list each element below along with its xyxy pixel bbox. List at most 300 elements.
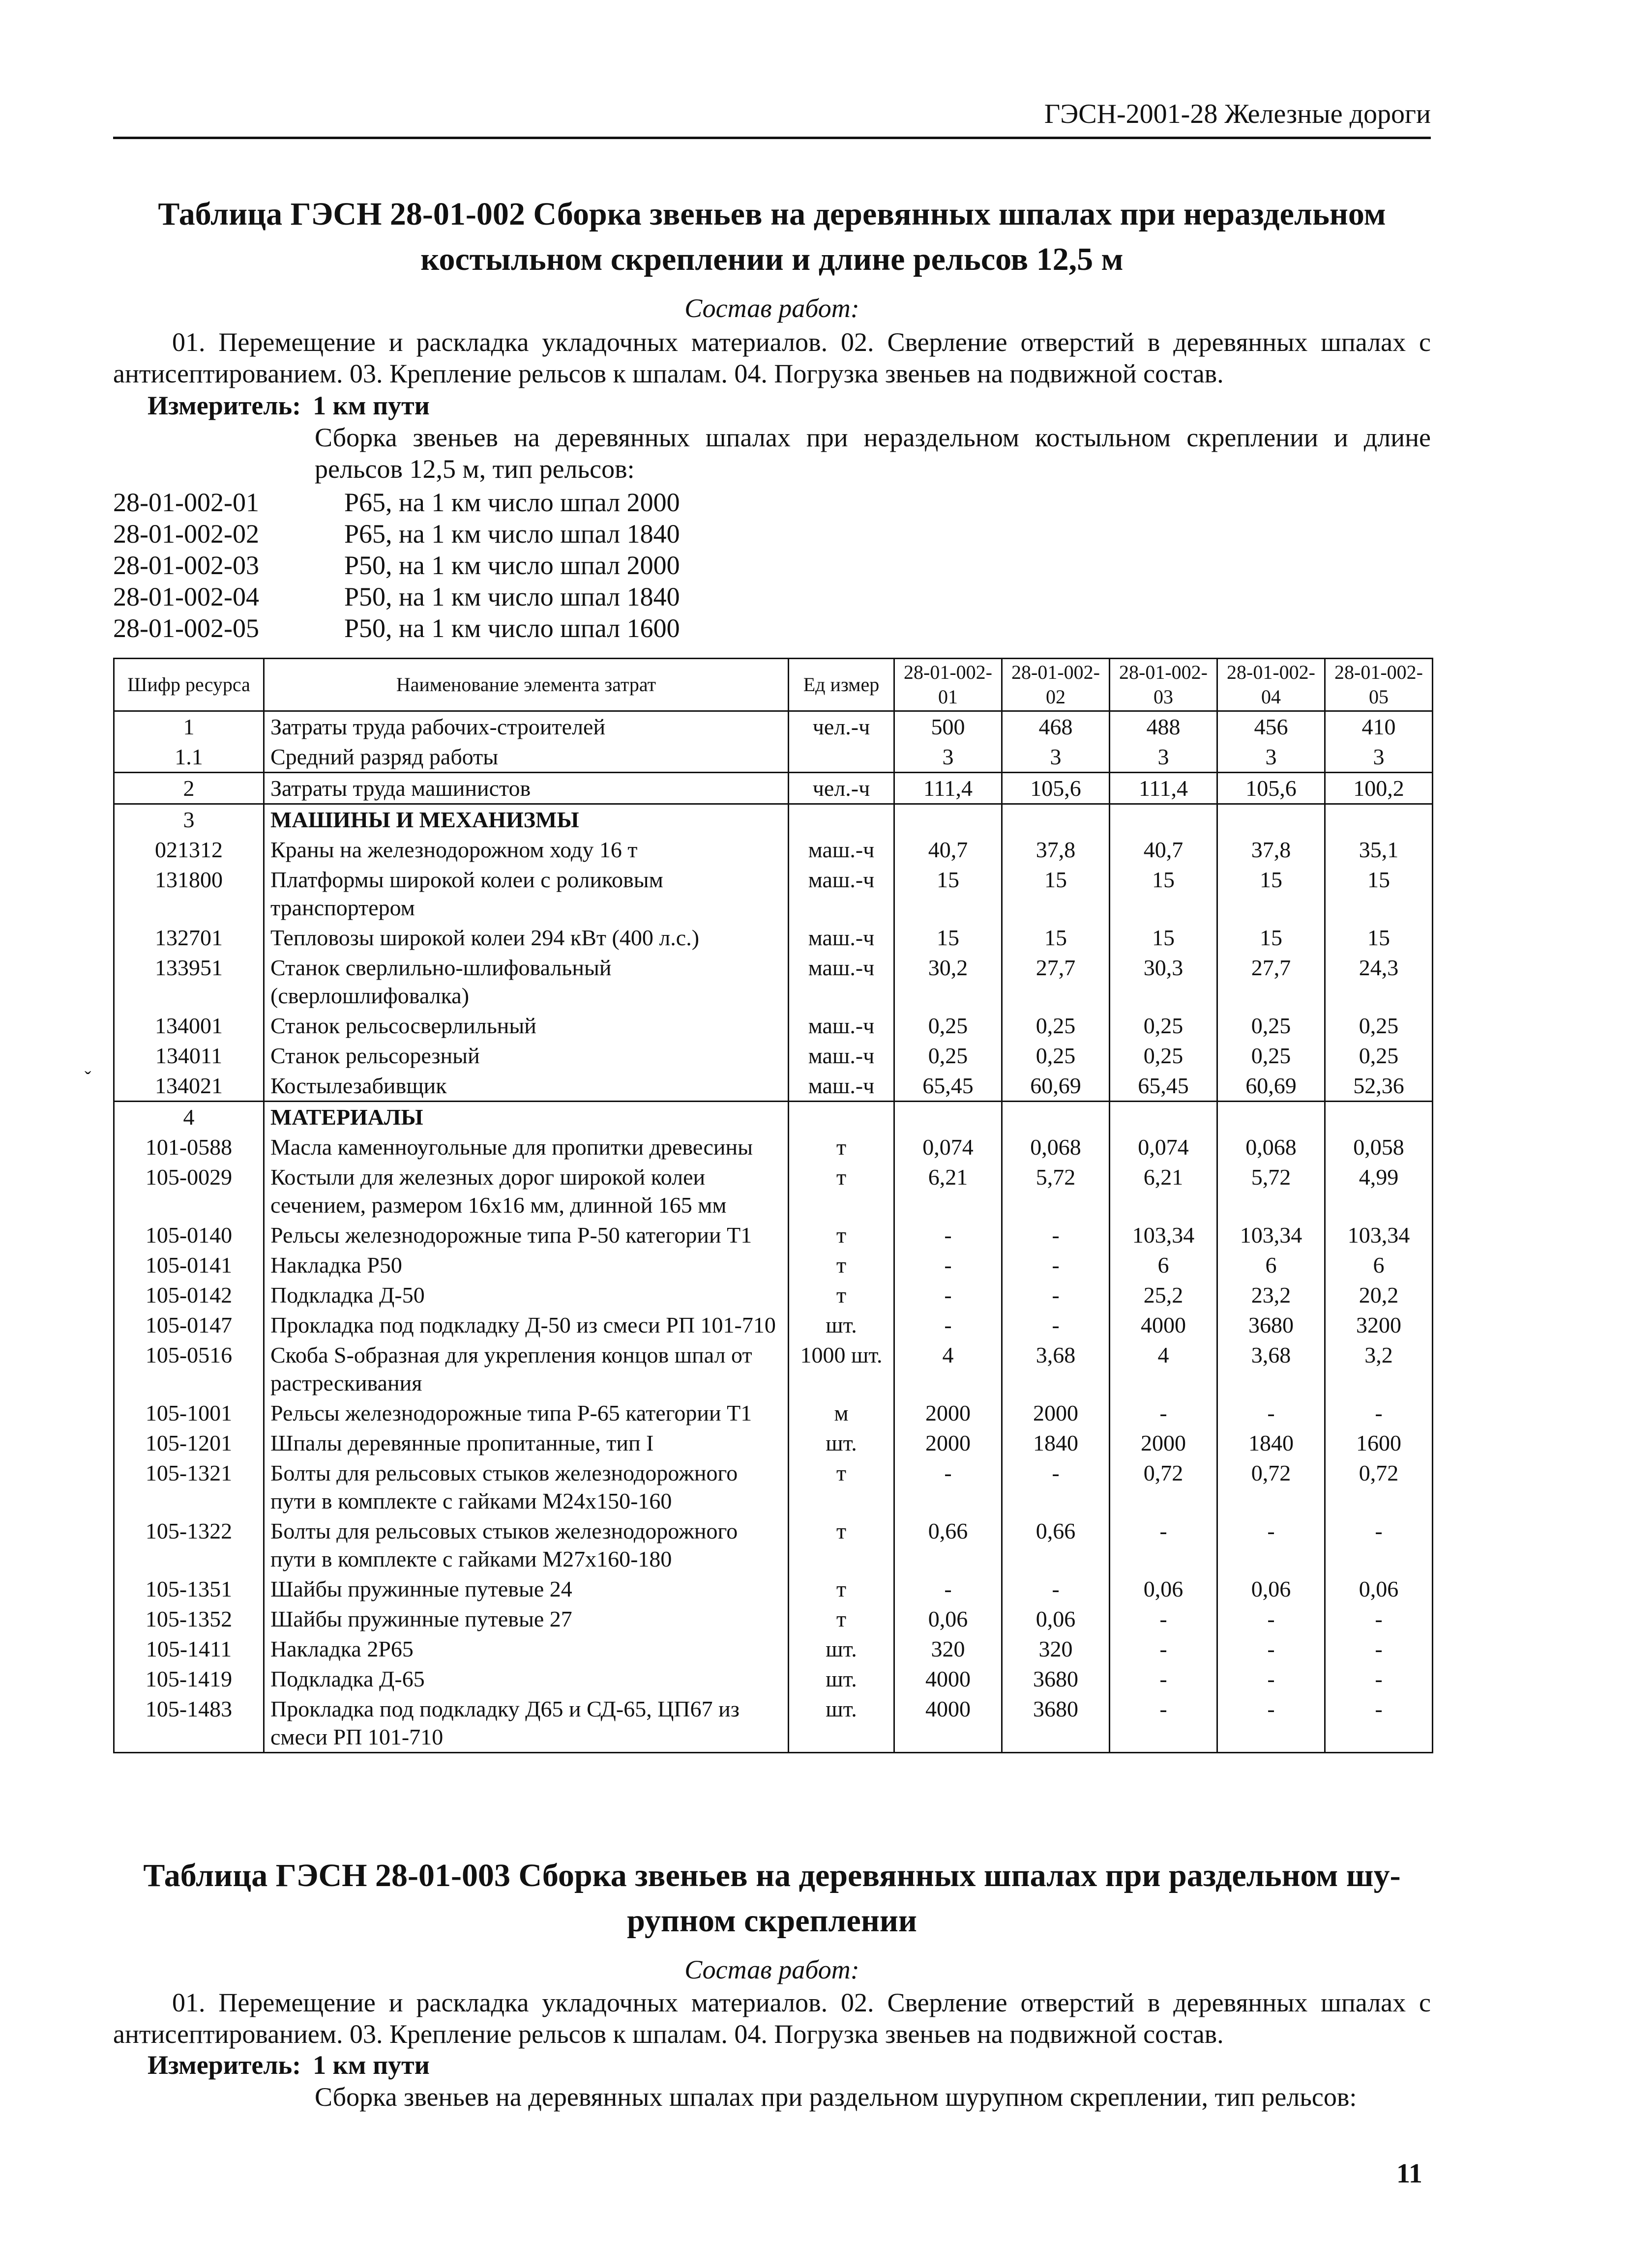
cell-code: 134021 bbox=[114, 1071, 264, 1102]
cell-unit: шт. bbox=[789, 1664, 894, 1694]
cell-unit: м bbox=[789, 1398, 894, 1428]
cell-value: 15 bbox=[1217, 865, 1325, 923]
cell-name: Костыли для железных дорог широкой колеи сечением, размером 16х16 мм, длинной 165 мм bbox=[264, 1162, 789, 1220]
cell-code: 021312 bbox=[114, 835, 264, 865]
table2-measure-description: Сборка звеньев на деревянных шпалах при раздельном шурупном скреплении, тип рельсов: bbox=[315, 2082, 1357, 2112]
cell-name: Краны на железнодорожном ходу 16 т bbox=[264, 835, 789, 865]
cell-value: 5,72 bbox=[1217, 1162, 1325, 1220]
cell-value: 0,25 bbox=[1325, 1011, 1433, 1041]
cell-unit: чел.-ч bbox=[789, 711, 894, 742]
cell-value: 27,7 bbox=[1217, 953, 1325, 1011]
cell-value: 0,06 bbox=[1217, 1574, 1325, 1604]
cell-code: 3 bbox=[114, 804, 264, 835]
cell-name: Масла каменноугольные для пропитки древесины bbox=[264, 1132, 789, 1162]
cell-value: 1840 bbox=[1002, 1428, 1110, 1458]
cell-code: 105-1483 bbox=[114, 1694, 264, 1753]
cell-value: 111,4 bbox=[1110, 773, 1217, 804]
cell-unit: маш.-ч bbox=[789, 835, 894, 865]
table-row bbox=[114, 711, 1433, 742]
cell-value: 27,7 bbox=[1002, 953, 1110, 1011]
cell-unit: т bbox=[789, 1458, 894, 1516]
variant-code: 28-01-002-04 bbox=[113, 582, 259, 611]
table-row bbox=[114, 835, 1433, 865]
cell-unit: шт. bbox=[789, 1694, 894, 1753]
table1-title-line1: Таблица ГЭСН 28-01-002 Сборка звеньев на деревянных шпалах при нераздельном bbox=[158, 196, 1386, 232]
cell-value: 0,058 bbox=[1325, 1132, 1433, 1162]
variant-row bbox=[113, 550, 680, 581]
cell-code: 134011 bbox=[114, 1041, 264, 1071]
cell-value: 3,68 bbox=[1217, 1340, 1325, 1398]
cell-value bbox=[1002, 1102, 1110, 1133]
cell-value: 0,074 bbox=[894, 1132, 1002, 1162]
cell-value: 0,25 bbox=[894, 1041, 1002, 1071]
table2-title-line2: рупном скреплении bbox=[627, 1903, 917, 1939]
cell-value bbox=[894, 804, 1002, 835]
cell-unit bbox=[789, 1102, 894, 1133]
cell-unit: маш.-ч bbox=[789, 1071, 894, 1102]
cell-value: - bbox=[894, 1310, 1002, 1340]
cell-value: - bbox=[1002, 1220, 1110, 1250]
cell-unit: т bbox=[789, 1250, 894, 1280]
cell-value: 5,72 bbox=[1002, 1162, 1110, 1220]
cell-value: 3,2 bbox=[1325, 1340, 1433, 1398]
cell-value: 25,2 bbox=[1110, 1280, 1217, 1310]
cell-value: 3680 bbox=[1217, 1310, 1325, 1340]
variant-text: Р65, на 1 км число шпал 1840 bbox=[344, 519, 680, 549]
header-col-1: 28-01-002-01 bbox=[894, 659, 1002, 711]
cell-code: 133951 bbox=[114, 953, 264, 1011]
cell-value: - bbox=[894, 1250, 1002, 1280]
cell-name: Прокладка под подкладку Д65 и СД-65, ЦП67 из смеси РП 101-710 bbox=[264, 1694, 789, 1753]
cell-value: - bbox=[1325, 1694, 1433, 1753]
cell-value: 103,34 bbox=[1110, 1220, 1217, 1250]
table1-title bbox=[113, 192, 1431, 282]
cell-unit: т bbox=[789, 1280, 894, 1310]
cell-value: - bbox=[1002, 1574, 1110, 1604]
cell-code: 105-1351 bbox=[114, 1574, 264, 1604]
cell-unit: маш.-ч bbox=[789, 923, 894, 953]
cell-unit: чел.-ч bbox=[789, 773, 894, 804]
cell-value: 4 bbox=[1110, 1340, 1217, 1398]
cell-name: Станок рельсосверлильный bbox=[264, 1011, 789, 1041]
cell-value: 0,06 bbox=[894, 1604, 1002, 1634]
cell-name: Накладка 2Р65 bbox=[264, 1634, 789, 1664]
variant-code: 28-01-002-05 bbox=[113, 613, 259, 643]
cell-name: Тепловозы широкой колеи 294 кВт (400 л.с.) bbox=[264, 923, 789, 953]
cell-value: 15 bbox=[1325, 923, 1433, 953]
cell-name: Накладка Р50 bbox=[264, 1250, 789, 1280]
cell-name: Рельсы железнодорожные типа Р-50 категории Т1 bbox=[264, 1220, 789, 1250]
header-col-3: 28-01-002-03 bbox=[1110, 659, 1217, 711]
cell-value: - bbox=[1325, 1398, 1433, 1428]
table-row bbox=[114, 865, 1433, 923]
cell-value: 2000 bbox=[894, 1398, 1002, 1428]
cell-value: 37,8 bbox=[1002, 835, 1110, 865]
cell-value: 0,66 bbox=[894, 1516, 1002, 1574]
variant-row bbox=[113, 487, 680, 518]
table-row bbox=[114, 1604, 1433, 1634]
cell-value: 4000 bbox=[894, 1694, 1002, 1753]
cell-code: 1.1 bbox=[114, 742, 264, 773]
table-row bbox=[114, 1132, 1433, 1162]
cell-unit: т bbox=[789, 1574, 894, 1604]
variant-text: Р65, на 1 км число шпал 2000 bbox=[344, 488, 680, 517]
table2-work-heading: Состав работ: bbox=[684, 1955, 859, 1984]
table-row bbox=[114, 1398, 1433, 1428]
cell-unit: шт. bbox=[789, 1310, 894, 1340]
cell-value: 320 bbox=[894, 1634, 1002, 1664]
cell-name: МАШИНЫ И МЕХАНИЗМЫ bbox=[264, 804, 789, 835]
cell-value: 52,36 bbox=[1325, 1071, 1433, 1102]
running-header: ГЭСН-2001-28 Железные дороги bbox=[113, 98, 1431, 139]
cell-value: 6 bbox=[1325, 1250, 1433, 1280]
cell-name: Шайбы пружинные путевые 24 bbox=[264, 1574, 789, 1604]
table-header-row bbox=[114, 659, 1433, 711]
cell-code: 105-1201 bbox=[114, 1428, 264, 1458]
cell-value bbox=[1110, 804, 1217, 835]
cell-code: 132701 bbox=[114, 923, 264, 953]
table-row bbox=[114, 1162, 1433, 1220]
cell-name: Рельсы железнодорожные типа Р-65 категории Т1 bbox=[264, 1398, 789, 1428]
cell-value: 1600 bbox=[1325, 1428, 1433, 1458]
cell-name: Шайбы пружинные путевые 27 bbox=[264, 1604, 789, 1634]
cell-value: 3 bbox=[1325, 742, 1433, 773]
cell-value: - bbox=[1217, 1664, 1325, 1694]
cell-value bbox=[1217, 1102, 1325, 1133]
cell-code: 4 bbox=[114, 1102, 264, 1133]
cell-value: 0,25 bbox=[894, 1011, 1002, 1041]
cell-value: - bbox=[1110, 1604, 1217, 1634]
cell-unit: маш.-ч bbox=[789, 1041, 894, 1071]
cell-value: 0,72 bbox=[1325, 1458, 1433, 1516]
table2-work-description: 01. Перемещение и раскладка укладочных материалов. 02. Сверление отверстий в деревянных шпалах с антисептированием. 03. Крепление рельсов к шпалам. 04. Погрузка звеньев на подвижной состав. bbox=[113, 1988, 1431, 2049]
header-code: Шифр ресурса bbox=[114, 659, 264, 711]
cell-unit: 1000 шт. bbox=[789, 1340, 894, 1398]
cell-value: 456 bbox=[1217, 711, 1325, 742]
cell-code: 105-0516 bbox=[114, 1340, 264, 1398]
cell-value: 35,1 bbox=[1325, 835, 1433, 865]
cell-name: Платформы широкой колеи с роликовым транспортером bbox=[264, 865, 789, 923]
cell-unit: шт. bbox=[789, 1634, 894, 1664]
table2-title-line1: Таблица ГЭСН 28-01-003 Сборка звеньев на деревянных шпалах при раздельном шу- bbox=[143, 1858, 1401, 1893]
cell-value: 0,06 bbox=[1002, 1604, 1110, 1634]
table1-measure bbox=[148, 390, 430, 421]
table1-measure-description: Сборка звеньев на деревянных шпалах при нераздельном костыльном скреплении и длине рельсов 12,5 м, тип рельсов: bbox=[315, 423, 1431, 484]
cell-value: 0,72 bbox=[1217, 1458, 1325, 1516]
cell-unit: шт. bbox=[789, 1428, 894, 1458]
cell-unit: маш.-ч bbox=[789, 953, 894, 1011]
cell-value: 0,25 bbox=[1110, 1011, 1217, 1041]
cell-value: 15 bbox=[1002, 923, 1110, 953]
cell-code: 131800 bbox=[114, 865, 264, 923]
cell-value: 15 bbox=[1110, 865, 1217, 923]
cell-value: 15 bbox=[1002, 865, 1110, 923]
table-row bbox=[114, 1458, 1433, 1516]
cell-name: Болты для рельсовых стыков железнодорожного пути в комплекте с гайками М27х160-180 bbox=[264, 1516, 789, 1574]
cell-value: 0,25 bbox=[1110, 1041, 1217, 1071]
cell-value: 4 bbox=[894, 1340, 1002, 1398]
section-row bbox=[114, 804, 1433, 835]
cell-value: 4000 bbox=[1110, 1310, 1217, 1340]
measure-label: Измеритель: bbox=[148, 391, 301, 420]
header-name: Наименование элемента затрат bbox=[264, 659, 789, 711]
variant-code: 28-01-002-02 bbox=[113, 519, 259, 549]
cell-value: - bbox=[1002, 1458, 1110, 1516]
cell-name: Затраты труда машинистов bbox=[264, 773, 789, 804]
table-row bbox=[114, 1011, 1433, 1041]
cell-code: 105-1322 bbox=[114, 1516, 264, 1574]
cell-unit: маш.-ч bbox=[789, 1011, 894, 1041]
cell-value: 0,72 bbox=[1110, 1458, 1217, 1516]
cell-unit: маш.-ч bbox=[789, 865, 894, 923]
cell-value: 0,25 bbox=[1217, 1041, 1325, 1071]
table-row bbox=[114, 1516, 1433, 1574]
cell-value: 15 bbox=[1325, 865, 1433, 923]
cell-value bbox=[1325, 804, 1433, 835]
cell-value: - bbox=[894, 1458, 1002, 1516]
cell-value: 20,2 bbox=[1325, 1280, 1433, 1310]
cell-code: 2 bbox=[114, 773, 264, 804]
cell-value: 30,2 bbox=[894, 953, 1002, 1011]
margin-mark: ˇ bbox=[85, 1067, 91, 1089]
table1-work-heading: Состав работ: bbox=[684, 293, 859, 323]
cell-value: 111,4 bbox=[894, 773, 1002, 804]
table-row bbox=[114, 1340, 1433, 1398]
measure-unit: 1 км пути bbox=[313, 391, 430, 420]
table-body bbox=[114, 711, 1433, 1753]
variant-text: Р50, на 1 км число шпал 2000 bbox=[344, 551, 680, 580]
page-number: 11 bbox=[1396, 2158, 1422, 2189]
cell-name: Костылезабивщик bbox=[264, 1071, 789, 1102]
cell-value: 40,7 bbox=[1110, 835, 1217, 865]
cell-value: - bbox=[1110, 1634, 1217, 1664]
cell-name: Скоба S-образная для укрепления концов шпал от растрескивания bbox=[264, 1340, 789, 1398]
section-row bbox=[114, 1102, 1433, 1133]
cell-value: 65,45 bbox=[894, 1071, 1002, 1102]
cell-value bbox=[1217, 804, 1325, 835]
cell-value: - bbox=[1110, 1694, 1217, 1753]
cell-code: 134001 bbox=[114, 1011, 264, 1041]
cell-value: 0,074 bbox=[1110, 1132, 1217, 1162]
table-row bbox=[114, 1694, 1433, 1753]
variant-text: Р50, на 1 км число шпал 1600 bbox=[344, 613, 680, 643]
cell-unit bbox=[789, 804, 894, 835]
cell-value: 6 bbox=[1217, 1250, 1325, 1280]
cell-value: 105,6 bbox=[1002, 773, 1110, 804]
cell-name: Подкладка Д-65 bbox=[264, 1664, 789, 1694]
cell-value: 37,8 bbox=[1217, 835, 1325, 865]
cell-code: 1 bbox=[114, 711, 264, 742]
cell-value: 3680 bbox=[1002, 1694, 1110, 1753]
cell-value: 3,68 bbox=[1002, 1340, 1110, 1398]
cell-value: 2000 bbox=[1110, 1428, 1217, 1458]
table-row bbox=[114, 1280, 1433, 1310]
cell-code: 105-0029 bbox=[114, 1162, 264, 1220]
cell-value bbox=[1002, 804, 1110, 835]
cell-value: 2000 bbox=[1002, 1398, 1110, 1428]
cell-value: 6 bbox=[1110, 1250, 1217, 1280]
table1-variants bbox=[113, 487, 680, 644]
cell-value: - bbox=[1325, 1516, 1433, 1574]
variant-row bbox=[113, 612, 680, 644]
header-col-5: 28-01-002-05 bbox=[1325, 659, 1433, 711]
cell-value: 0,25 bbox=[1325, 1041, 1433, 1071]
cell-value: 15 bbox=[894, 923, 1002, 953]
cell-value: - bbox=[1325, 1664, 1433, 1694]
variant-row bbox=[113, 518, 680, 550]
cell-value: - bbox=[1325, 1634, 1433, 1664]
cell-value: 15 bbox=[1217, 923, 1325, 953]
variant-row bbox=[113, 581, 680, 612]
cell-unit: т bbox=[789, 1132, 894, 1162]
table-row bbox=[114, 1220, 1433, 1250]
cell-name: Болты для рельсовых стыков железнодорожного пути в комплекте с гайками М24х150-160 bbox=[264, 1458, 789, 1516]
variant-code: 28-01-002-01 bbox=[113, 488, 259, 517]
resource-table bbox=[113, 658, 1433, 1753]
cell-value: - bbox=[1325, 1604, 1433, 1634]
cell-value: 105,6 bbox=[1217, 773, 1325, 804]
cell-value: 30,3 bbox=[1110, 953, 1217, 1011]
cell-value: 2000 bbox=[894, 1428, 1002, 1458]
cell-value: 40,7 bbox=[894, 835, 1002, 865]
cell-value: 0,25 bbox=[1217, 1011, 1325, 1041]
cell-value: - bbox=[894, 1574, 1002, 1604]
table2-title bbox=[113, 1853, 1431, 1944]
cell-name: Подкладка Д-50 bbox=[264, 1280, 789, 1310]
cell-value: 103,34 bbox=[1325, 1220, 1433, 1250]
cell-code: 105-1321 bbox=[114, 1458, 264, 1516]
cell-value: 488 bbox=[1110, 711, 1217, 742]
cell-value: - bbox=[1217, 1398, 1325, 1428]
cell-value: 320 bbox=[1002, 1634, 1110, 1664]
cell-value: 3 bbox=[1217, 742, 1325, 773]
cell-unit: т bbox=[789, 1162, 894, 1220]
cell-value: 103,34 bbox=[1217, 1220, 1325, 1250]
cell-name: Станок рельсорезный bbox=[264, 1041, 789, 1071]
cell-value: - bbox=[1002, 1250, 1110, 1280]
table-row bbox=[114, 1574, 1433, 1604]
table-row bbox=[114, 953, 1433, 1011]
cell-value: - bbox=[1217, 1634, 1325, 1664]
table-row bbox=[114, 1310, 1433, 1340]
cell-value: - bbox=[1110, 1664, 1217, 1694]
cell-value: - bbox=[1217, 1694, 1325, 1753]
cell-code: 105-0141 bbox=[114, 1250, 264, 1280]
cell-value: 0,25 bbox=[1002, 1011, 1110, 1041]
cell-name: МАТЕРИАЛЫ bbox=[264, 1102, 789, 1133]
cell-value: 60,69 bbox=[1217, 1071, 1325, 1102]
cell-value: 15 bbox=[1110, 923, 1217, 953]
cell-value: - bbox=[894, 1280, 1002, 1310]
table-row bbox=[114, 1634, 1433, 1664]
table-row bbox=[114, 1664, 1433, 1694]
cell-name: Затраты труда рабочих-строителей bbox=[264, 711, 789, 742]
cell-value: - bbox=[1217, 1604, 1325, 1634]
cell-code: 105-0140 bbox=[114, 1220, 264, 1250]
cell-value: 3 bbox=[894, 742, 1002, 773]
header-unit: Ед измер bbox=[789, 659, 894, 711]
table-row bbox=[114, 1041, 1433, 1071]
cell-value: 3 bbox=[1110, 742, 1217, 773]
cell-value: 410 bbox=[1325, 711, 1433, 742]
cell-value: - bbox=[1002, 1280, 1110, 1310]
table-row bbox=[114, 1250, 1433, 1280]
cell-name: Станок сверлильно-шлифовальный (сверлошлифовалка) bbox=[264, 953, 789, 1011]
table-row bbox=[114, 1428, 1433, 1458]
cell-value: - bbox=[1217, 1516, 1325, 1574]
cell-value: 24,3 bbox=[1325, 953, 1433, 1011]
cell-value: 1840 bbox=[1217, 1428, 1325, 1458]
table2-measure bbox=[148, 2050, 430, 2080]
table-row bbox=[114, 742, 1433, 773]
cell-name: Прокладка под подкладку Д-50 из смеси РП 101-710 bbox=[264, 1310, 789, 1340]
table-row bbox=[114, 773, 1433, 804]
cell-value: 60,69 bbox=[1002, 1071, 1110, 1102]
cell-code: 105-0142 bbox=[114, 1280, 264, 1310]
cell-unit: т bbox=[789, 1604, 894, 1634]
table1-work-description: 01. Перемещение и раскладка укладочных материалов. 02. Сверление отверстий в деревянных шпалах с антисептированием. 03. Крепление рельсов к шпалам. 04. Погрузка звеньев на подвижной состав. bbox=[113, 327, 1431, 388]
cell-code: 105-1001 bbox=[114, 1398, 264, 1428]
cell-value: 0,068 bbox=[1217, 1132, 1325, 1162]
cell-value: 4000 bbox=[894, 1664, 1002, 1694]
table1-title-line2: костыльном скреплении и длине рельсов 12,5 м bbox=[420, 241, 1124, 277]
cell-value: 100,2 bbox=[1325, 773, 1433, 804]
table-row bbox=[114, 923, 1433, 953]
cell-unit: т bbox=[789, 1220, 894, 1250]
cell-unit: т bbox=[789, 1516, 894, 1574]
cell-value bbox=[1110, 1102, 1217, 1133]
cell-value: 0,068 bbox=[1002, 1132, 1110, 1162]
cell-value: 23,2 bbox=[1217, 1280, 1325, 1310]
cell-value: 6,21 bbox=[1110, 1162, 1217, 1220]
cell-value bbox=[894, 1102, 1002, 1133]
cell-code: 105-1411 bbox=[114, 1634, 264, 1664]
header-col-4: 28-01-002-04 bbox=[1217, 659, 1325, 711]
cell-name: Средний разряд работы bbox=[264, 742, 789, 773]
cell-value: 3 bbox=[1002, 742, 1110, 773]
cell-code: 105-0147 bbox=[114, 1310, 264, 1340]
cell-value: - bbox=[1110, 1516, 1217, 1574]
cell-name: Шпалы деревянные пропитанные, тип I bbox=[264, 1428, 789, 1458]
cell-unit bbox=[789, 742, 894, 773]
measure-label: Измеритель: bbox=[148, 2050, 301, 2080]
measure-unit: 1 км пути bbox=[313, 2050, 430, 2080]
variant-code: 28-01-002-03 bbox=[113, 551, 259, 580]
cell-value: 6,21 bbox=[894, 1162, 1002, 1220]
cell-value bbox=[1325, 1102, 1433, 1133]
cell-value: 3200 bbox=[1325, 1310, 1433, 1340]
cell-value: 65,45 bbox=[1110, 1071, 1217, 1102]
cell-value: 468 bbox=[1002, 711, 1110, 742]
cell-value: 0,66 bbox=[1002, 1516, 1110, 1574]
cell-value: 3680 bbox=[1002, 1664, 1110, 1694]
cell-value: 15 bbox=[894, 865, 1002, 923]
cell-value: - bbox=[894, 1220, 1002, 1250]
cell-value: 0,25 bbox=[1002, 1041, 1110, 1071]
cell-value: 0,06 bbox=[1325, 1574, 1433, 1604]
cell-code: 105-1352 bbox=[114, 1604, 264, 1634]
header-col-2: 28-01-002-02 bbox=[1002, 659, 1110, 711]
cell-value: - bbox=[1002, 1310, 1110, 1340]
cell-value: 0,06 bbox=[1110, 1574, 1217, 1604]
cell-code: 105-1419 bbox=[114, 1664, 264, 1694]
cell-code: 101-0588 bbox=[114, 1132, 264, 1162]
cell-value: 4,99 bbox=[1325, 1162, 1433, 1220]
cell-value: - bbox=[1110, 1398, 1217, 1428]
table-row bbox=[114, 1071, 1433, 1102]
variant-text: Р50, на 1 км число шпал 1840 bbox=[344, 582, 680, 611]
cell-value: 500 bbox=[894, 711, 1002, 742]
